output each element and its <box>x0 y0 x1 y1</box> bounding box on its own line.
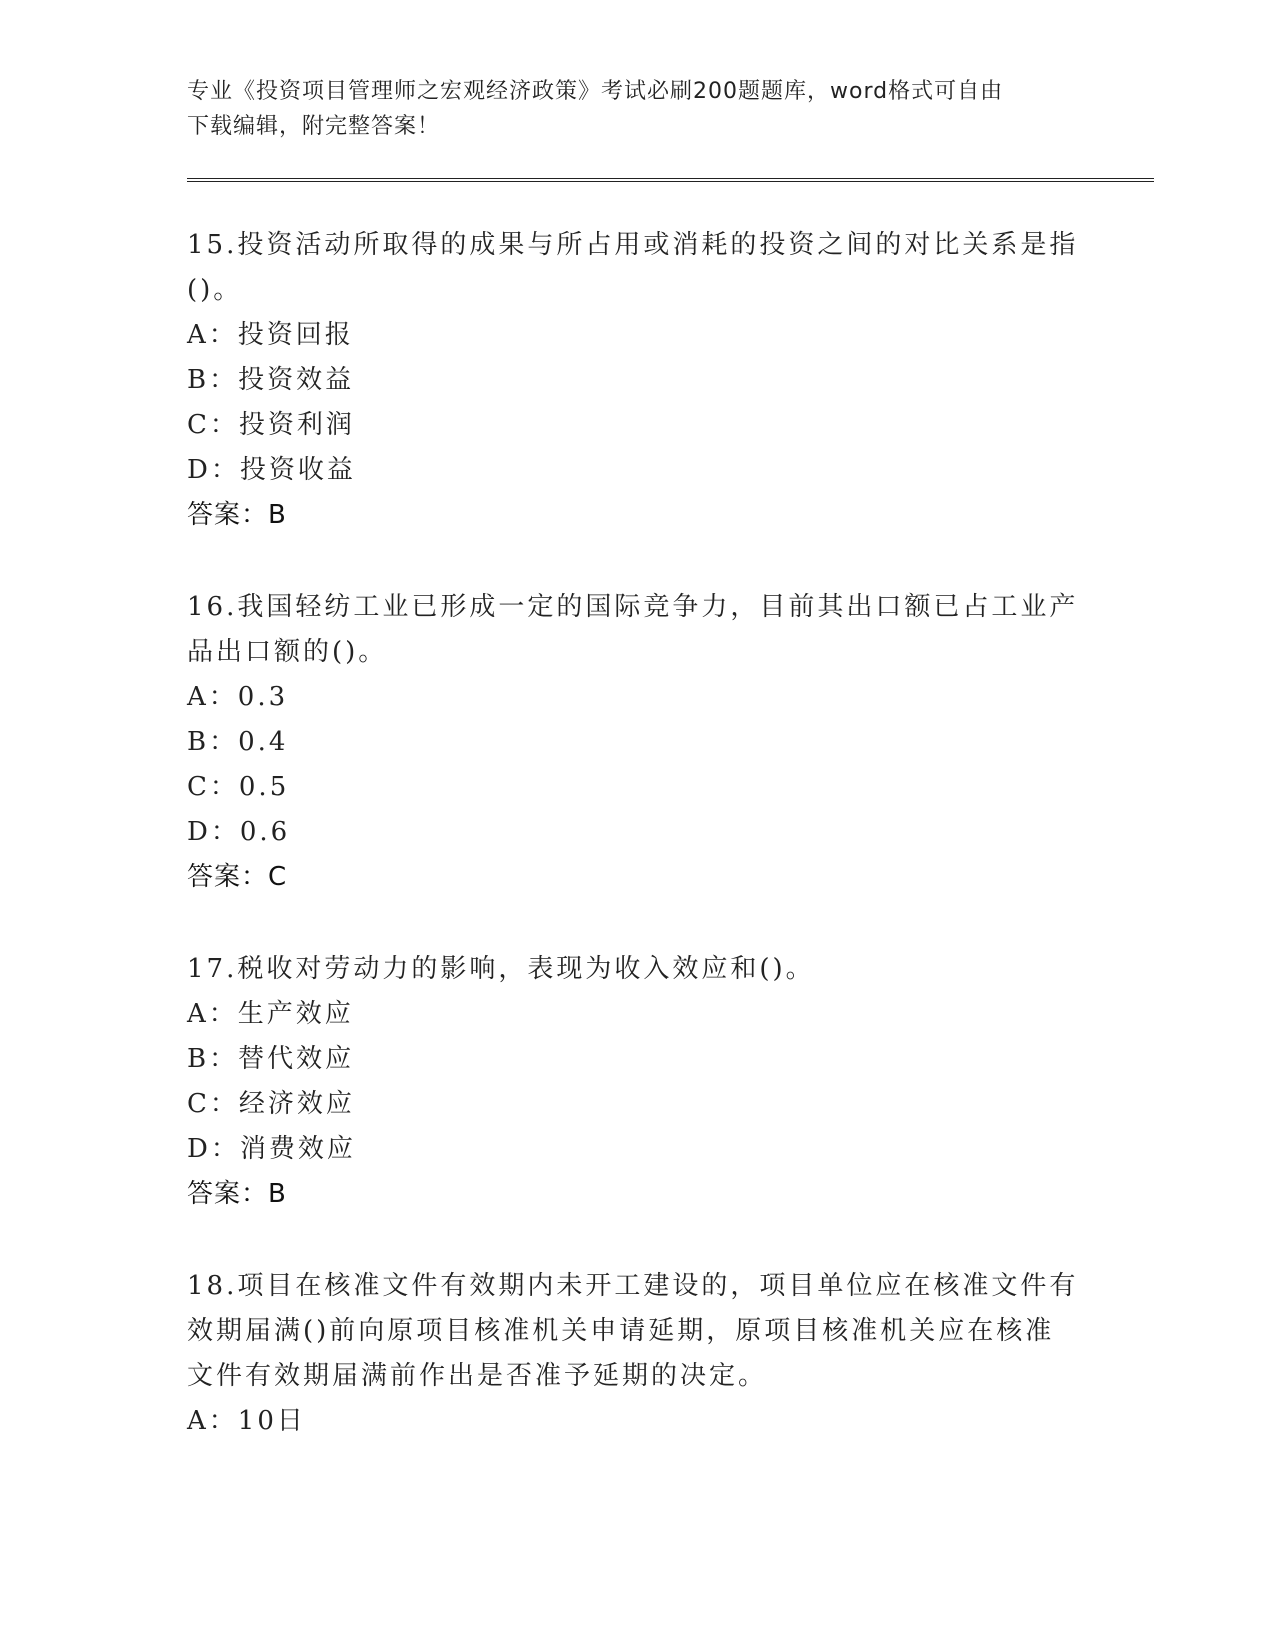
option-a: A：10日 <box>187 1406 306 1436</box>
answer: 答案：B <box>187 500 287 530</box>
header-line-2: 下载编辑，附完整答案！ <box>187 114 441 139</box>
option-a: A：投资回报 <box>187 320 354 350</box>
option-c: C：0.5 <box>187 772 290 802</box>
option-a: A：0.3 <box>187 682 289 712</box>
option-a: A：生产效应 <box>187 999 354 1029</box>
question-stem: 品出口额的()。 <box>187 637 388 667</box>
question-stem: 15.投资活动所取得的成果与所占用或消耗的投资之间的对比关系是指 <box>187 230 1079 260</box>
question-17 <box>187 947 1087 1217</box>
option-c: C：投资利润 <box>187 410 355 440</box>
option-b: B：0.4 <box>187 727 289 757</box>
option-d: D：0.6 <box>187 817 291 847</box>
header-divider <box>187 178 1154 182</box>
question-15 <box>187 223 1087 538</box>
question-stem: 17.税收对劳动力的影响，表现为收入效应和()。 <box>187 954 815 984</box>
question-stem: 效期届满()前向原项目核准机关申请延期，原项目核准机关应在核准 <box>187 1316 1055 1346</box>
question-18 <box>187 1264 1087 1444</box>
question-16 <box>187 585 1087 900</box>
option-b: B：替代效应 <box>187 1044 355 1074</box>
header-line-1: 专业《投资项目管理师之宏观经济政策》考试必刷200题题库，word格式可自由 <box>187 79 1004 104</box>
question-stem: ()。 <box>187 275 243 305</box>
document-header <box>187 74 1077 144</box>
question-stem: 文件有效期届满前作出是否准予延期的决定。 <box>187 1361 768 1391</box>
option-d: D：消费效应 <box>187 1134 356 1164</box>
option-b: B：投资效益 <box>187 365 355 395</box>
answer: 答案：B <box>187 1179 287 1209</box>
option-c: C：经济效应 <box>187 1089 355 1119</box>
question-stem: 18.项目在核准文件有效期内未开工建设的，项目单位应在核准文件有 <box>187 1271 1079 1301</box>
answer: 答案：C <box>187 862 288 892</box>
option-d: D：投资收益 <box>187 455 356 485</box>
question-stem: 16.我国轻纺工业已形成一定的国际竞争力，目前其出口额已占工业产 <box>187 592 1079 622</box>
